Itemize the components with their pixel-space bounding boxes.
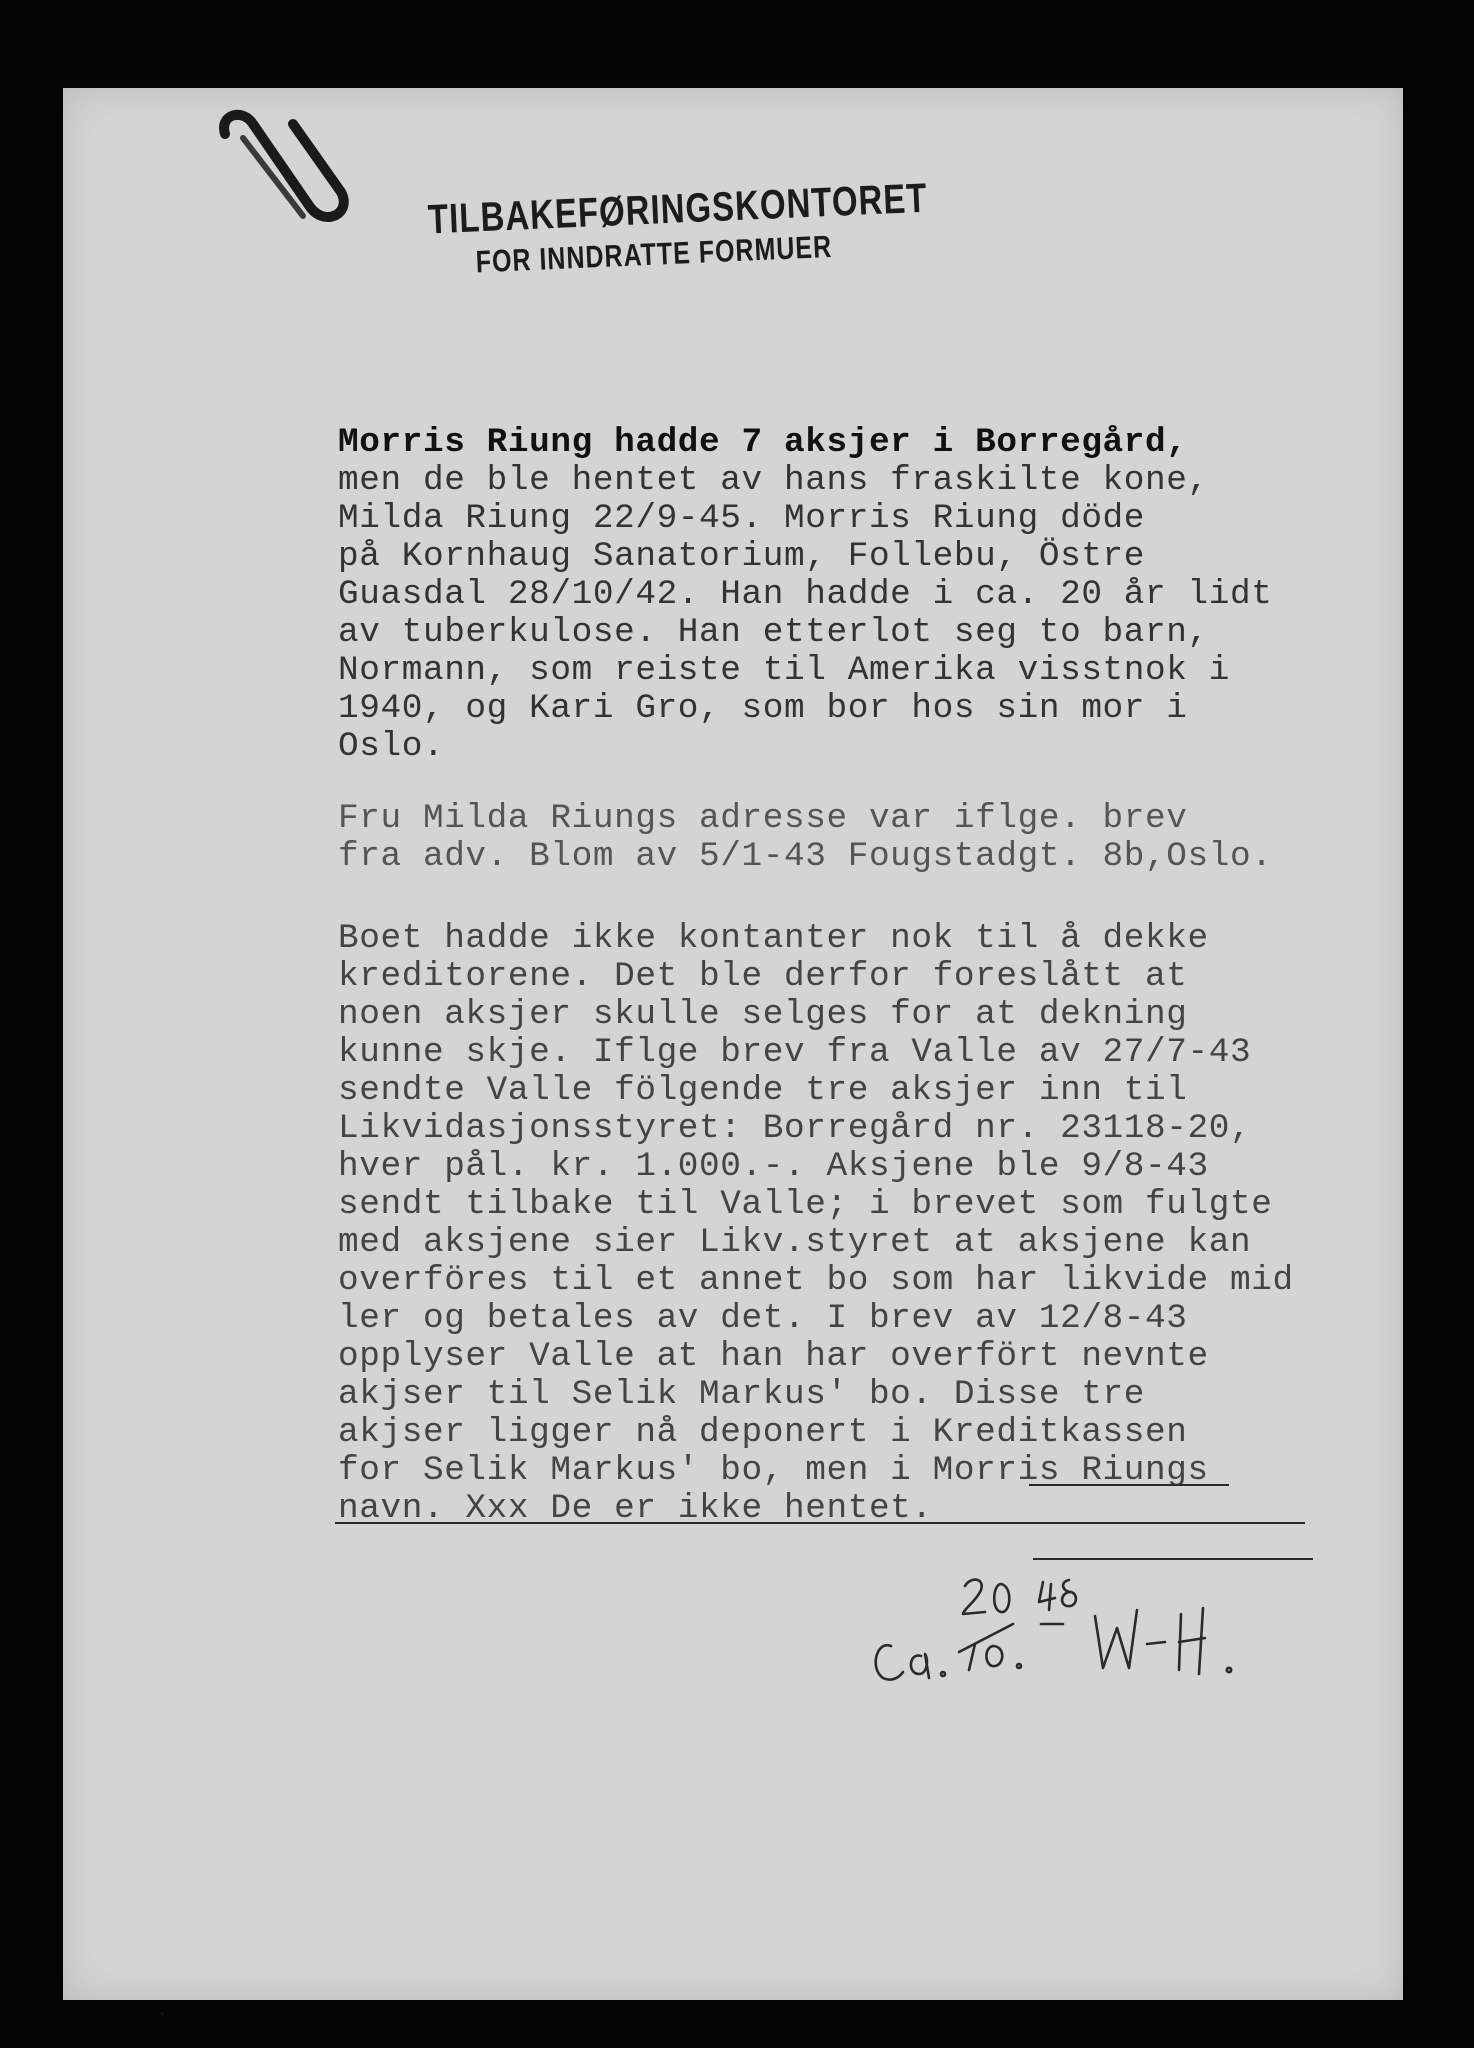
typed-line: navn. Xxx De er ikke hentet. <box>338 1489 933 1528</box>
speck <box>160 2012 164 2016</box>
typed-line: fra adv. Blom av 5/1-43 Fougstadgt. 8b,Oslo. <box>338 837 1273 876</box>
typed-line: Normann, som reiste til Amerika visstnok i <box>338 651 1230 690</box>
typed-line: for Selik Markus' bo, men i Morris Riungs <box>338 1451 1209 1490</box>
typed-line: med aksjene sier Likv.styret at aksjene kan <box>338 1223 1252 1262</box>
document-page <box>63 88 1403 2000</box>
paragraph-1 <box>338 424 1272 766</box>
typed-line: Morris Riung hadde 7 aksjer i Borregård, <box>338 423 1188 462</box>
typed-line: kunne skje. Iflge brev fra Valle av 27/7-43 <box>338 1033 1252 1072</box>
underline-mark <box>1029 1484 1229 1486</box>
stamp-line-1: TILBAKEFØRINGSKONTORET <box>427 174 929 243</box>
typed-line: av tuberkulose. Han etterlot seg to barn, <box>338 613 1209 652</box>
typed-line: Boet hadde ikke kontanter nok til å dekke <box>338 919 1209 958</box>
typed-line: Likvidasjonsstyret: Borregård nr. 23118-20, <box>338 1109 1252 1148</box>
typed-line: sendt tilbake til Valle; i brevet som fulgte <box>338 1185 1273 1224</box>
typed-line: Oslo. <box>338 727 445 766</box>
typed-line: Guasdal 28/10/42. Han hadde i ca. 20 år lidt <box>338 575 1273 614</box>
typed-line: Milda Riung 22/9-45. Morris Riung döde <box>338 499 1146 538</box>
handwritten-note-text <box>63 88 64 89</box>
typed-line: Fru Milda Riungs adresse var iflge. brev <box>338 799 1188 838</box>
paper-clip-icon <box>213 104 363 244</box>
typed-line: noen aksjer skulle selges for at dekning <box>338 995 1188 1034</box>
paragraph-3 <box>338 920 1294 1528</box>
typed-line: sendte Valle fölgende tre aksjer inn til <box>338 1071 1188 1110</box>
underline-mark <box>335 1522 1305 1524</box>
stamp-line-2: FOR INNDRATTE FORMUER <box>475 229 833 280</box>
typed-line: overföres til et annet bo som har likvide mid <box>338 1261 1294 1300</box>
typed-line: men de ble hentet av hans fraskilte kone, <box>338 461 1209 500</box>
typed-line: akjser til Selik Markus' bo. Disse tre <box>338 1375 1146 1414</box>
typed-line: hver pål. kr. 1.000.-. Aksjene ble 9/8-43 <box>338 1147 1209 1186</box>
paragraph-2 <box>338 800 1272 876</box>
typed-line: ler og betales av det. I brev av 12/8-43 <box>338 1299 1188 1338</box>
typed-line: opplyser Valle at han har overfört nevnte <box>338 1337 1209 1376</box>
typed-line: på Kornhaug Sanatorium, Follebu, Östre <box>338 537 1146 576</box>
typed-line: kreditorene. Det ble derfor foreslått at <box>338 957 1188 996</box>
typed-line: akjser ligger nå deponert i Kreditkassen <box>338 1413 1188 1452</box>
handwritten-signature <box>863 1528 1323 1708</box>
typed-line: 1940, og Kari Gro, som bor hos sin mor i <box>338 689 1188 728</box>
